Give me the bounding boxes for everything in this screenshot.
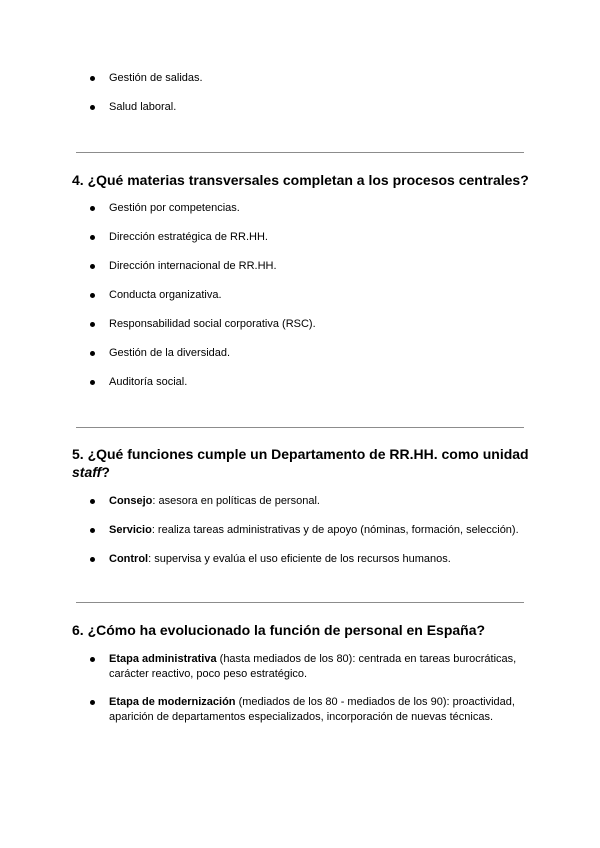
list-item: Gestión de salidas. <box>88 71 538 86</box>
section-5-title-end: ? <box>101 464 110 480</box>
list-item: Auditoría social. <box>88 375 538 390</box>
description: : asesora en políticas de personal. <box>152 495 320 507</box>
term: Control <box>109 553 149 565</box>
list-item: Gestión de la diversidad. <box>88 346 538 361</box>
list-item <box>88 523 538 538</box>
list-item: Dirección estratégica de RR.HH. <box>88 230 538 245</box>
section-5-title <box>72 445 532 481</box>
term: Etapa administrativa <box>109 653 217 665</box>
list-item <box>88 652 538 682</box>
list-item: Dirección internacional de RR.HH. <box>88 259 538 274</box>
section-5-title-main: 5. ¿Qué funciones cumple un Departamento de RR.HH. como unidad <box>72 446 529 462</box>
section-4-title: 4. ¿Qué materias transversales completan a los procesos centrales? <box>72 172 529 188</box>
description: (mediados de los 80 - mediados de los 90): proactividad, aparición de departamentos especializados, incorporación de nuevas técnicas. <box>109 696 515 723</box>
list-item <box>88 552 538 567</box>
section-6-title: 6. ¿Cómo ha evolucionado la función de personal en España? <box>72 622 486 638</box>
description: : supervisa y evalúa el uso eficiente de los recursos humanos. <box>148 553 451 565</box>
intro-list <box>88 71 538 115</box>
section-6-list <box>88 652 538 725</box>
list-item: Gestión por competencias. <box>88 201 538 216</box>
section-5-list <box>88 494 538 567</box>
section-divider <box>76 427 524 428</box>
list-item: Conducta organizativa. <box>88 288 538 303</box>
list-item <box>88 494 538 509</box>
list-item: Salud laboral. <box>88 100 538 115</box>
description: : realiza tareas administrativas y de apoyo (nóminas, formación, selección). <box>151 524 519 536</box>
list-item: Responsabilidad social corporativa (RSC). <box>88 317 538 332</box>
section-divider <box>76 152 524 153</box>
term: Etapa de modernización <box>109 696 236 708</box>
section-5-title-italic: staff <box>72 464 102 480</box>
section-4-list <box>88 201 538 390</box>
term: Consejo <box>109 495 153 507</box>
description: (hasta mediados de los 80): centrada en tareas burocráticas, carácter reactivo, poco peso estratégico. <box>109 653 517 680</box>
list-item <box>88 695 538 725</box>
term: Servicio <box>109 524 152 536</box>
section-divider <box>76 602 524 603</box>
